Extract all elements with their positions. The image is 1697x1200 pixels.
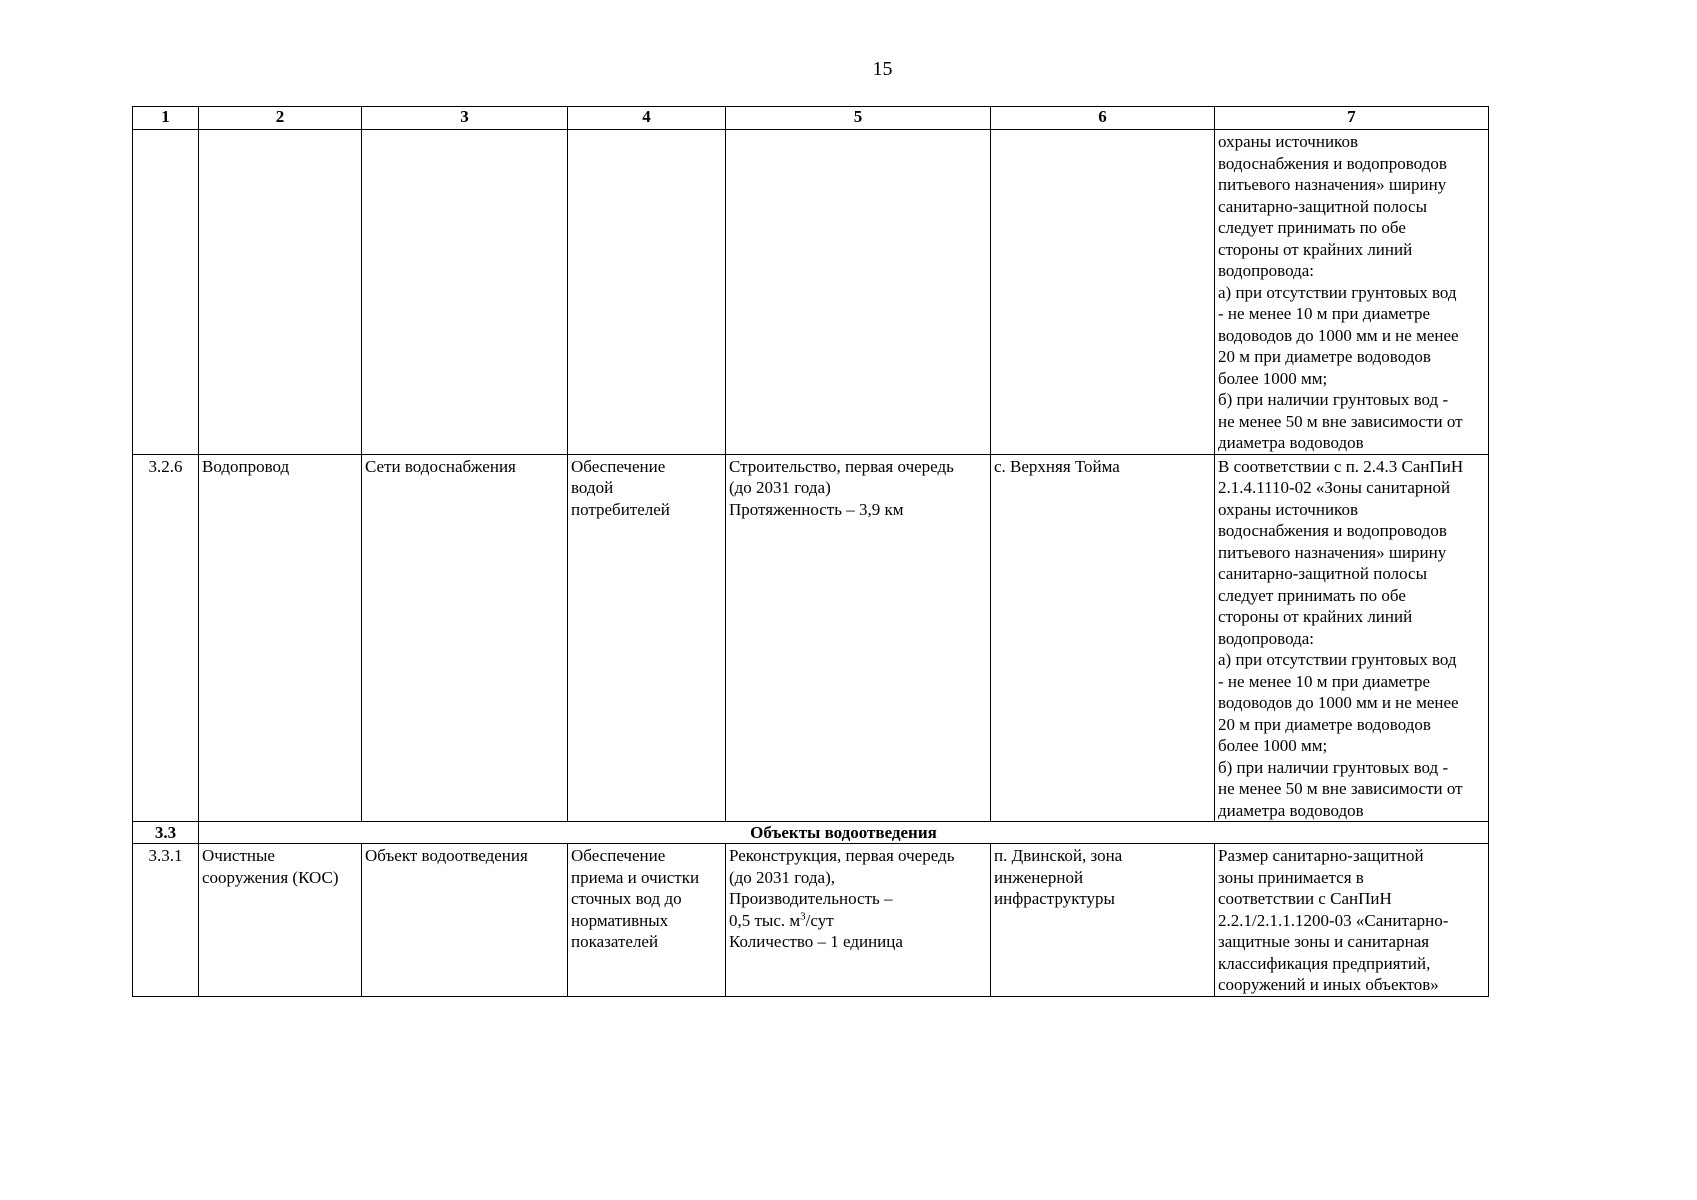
header-col-4: 4 (568, 107, 726, 130)
section-number: 3.3 (133, 822, 199, 844)
object-type: Сети водоснабжения (362, 454, 568, 822)
header-col-7: 7 (1215, 107, 1489, 130)
object-location: с. Верхняя Тойма (991, 454, 1215, 822)
row-number: 3.3.1 (133, 844, 199, 997)
object-type: Объект водоотведения (362, 844, 568, 997)
object-location: п. Двинской, зона инженерной инфраструктуры (991, 844, 1215, 997)
section-row-3-3 (133, 822, 1489, 844)
continuation-col-5 (726, 130, 991, 455)
continuation-col-3 (362, 130, 568, 455)
continuation-col-1 (133, 130, 199, 455)
object-characteristics: Строительство, первая очередь (до 2031 года) Протяженность – 3,9 км (726, 454, 991, 822)
planning-table (132, 106, 1489, 997)
object-name: Водопровод (199, 454, 362, 822)
continuation-col-4 (568, 130, 726, 455)
continuation-sanitary-note: охраны источников водоснабжения и водопроводов питьевого назначения» ширину санитарно-защитной полосы следует принимать по обе стороны от крайних линий водопровода: а) при отсутствии грунтовых вод - не менее 10 м при диаметре водоводов до 1000 мм и не менее 20 м при диаметре водоводов более 1000 мм; б) при наличии грунтовых вод - не менее 50 м вне зависимости от диаметра водоводов (1215, 130, 1489, 455)
header-col-2: 2 (199, 107, 362, 130)
section-title: Объекты водоотведения (199, 822, 1489, 844)
header-row (133, 107, 1489, 130)
table-row-3-2-6 (133, 454, 1489, 822)
continuation-col-6 (991, 130, 1215, 455)
continuation-row (133, 130, 1489, 455)
object-name: Очистные сооружения (КОС) (199, 844, 362, 997)
header-col-6: 6 (991, 107, 1215, 130)
header-col-1: 1 (133, 107, 199, 130)
page-number: 15 (872, 58, 893, 80)
object-purpose: Обеспечение водой потребителей (568, 454, 726, 822)
sanitary-zone-note: В соответствии с п. 2.4.3 СанПиН 2.1.4.1110-02 «Зоны санитарной охраны источников водоснабжения и водопроводов питьевого назначения» ширину санитарно-защитной полосы следует принимать по обе стороны от крайних линий водопровода: а) при отсутствии грунтовых вод - не менее 10 м при диаметре водоводов до 1000 мм и не менее 20 м при диаметре водоводов более 1000 мм; б) при наличии грунтовых вод - не менее 50 м вне зависимости от диаметра водоводов (1215, 454, 1489, 822)
table-row-3-3-1 (133, 844, 1489, 997)
object-purpose: Обеспечение приема и очистки сточных вод до нормативных показателей (568, 844, 726, 997)
row-number: 3.2.6 (133, 454, 199, 822)
capacity-line: 0,5 тыс. $м^3$/сут (729, 909, 834, 930)
header-col-3: 3 (362, 107, 568, 130)
header-col-5: 5 (726, 107, 991, 130)
object-characteristics: Реконструкция, первая очередь (до 2031 года), Производительность – 0,5 тыс. $м^3$/сут Количество – 1 единица (726, 844, 991, 997)
continuation-col-2 (199, 130, 362, 455)
sanitary-zone-note: Размер санитарно-защитной зоны принимается в соответствии с СанПиН 2.2.1/2.1.1.1200-03 «Санитарно- защитные зоны и санитарная классификация предприятий, сооружений и иных объектов» (1215, 844, 1489, 997)
